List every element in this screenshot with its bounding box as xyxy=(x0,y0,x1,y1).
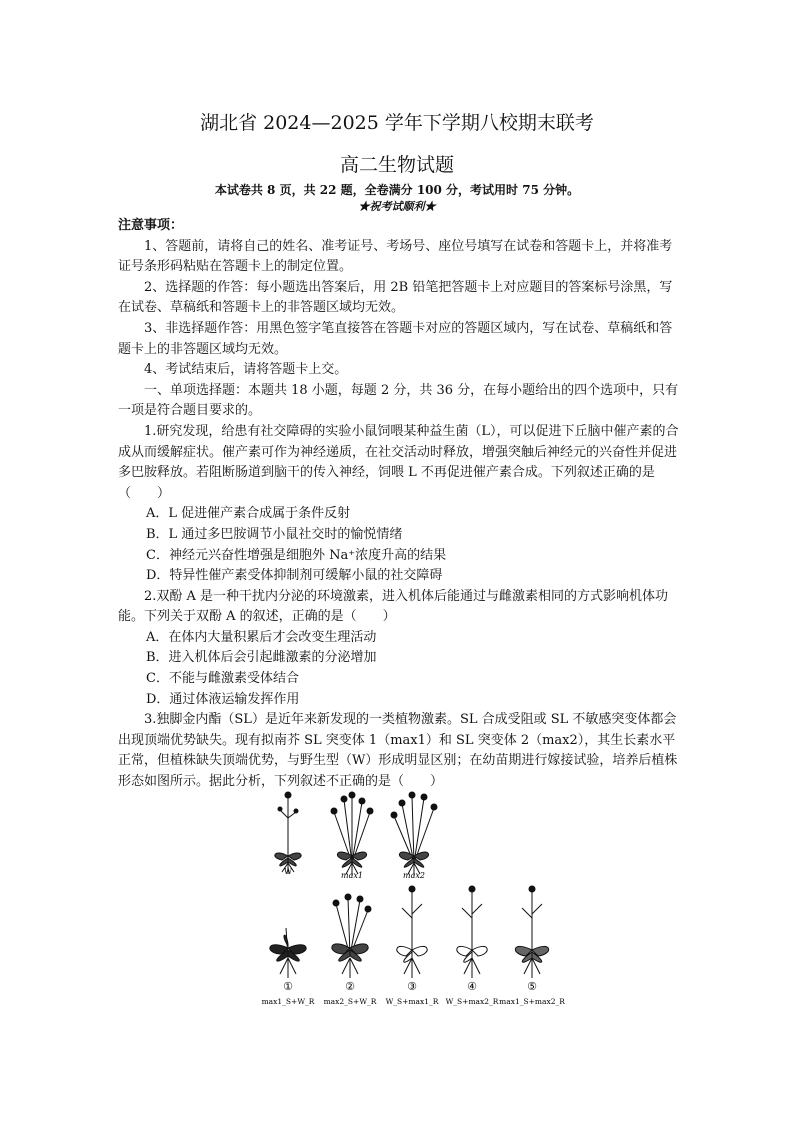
exam-info: 本试卷共 8 页，共 22 题，全卷满分 100 分，考试用时 75 分钟。 xyxy=(214,183,580,197)
graft-plant-3-illustration xyxy=(397,886,427,978)
notice-heading: 注意事项： xyxy=(118,218,184,233)
exam-title: 湖北省 2024—2025 学年下学期八校期末联考 xyxy=(200,112,594,134)
label-max2: max2 xyxy=(403,871,425,880)
question-option: B．进入机体后会引起雌激素的分泌增加 xyxy=(146,650,377,666)
graft-plant-4-illustration xyxy=(457,886,487,978)
graft-label: W_S+max2_R xyxy=(445,997,499,1006)
notice-item: 2、选择题的作答：每小题选出答案后，用 2B 铅笔把答题卡上对应题目的答案标号涂黑，写在试卷、草稿纸和答题卡上的非答题区域均无效。 xyxy=(118,279,673,316)
graft-plant-5-illustration xyxy=(515,886,548,978)
plant-max1-illustration xyxy=(331,792,373,876)
grafting-figure xyxy=(252,788,572,1010)
exam-subtitle: 高二生物试题 xyxy=(339,154,454,176)
graft-number: ② xyxy=(345,980,355,993)
graft-plant-1-illustration xyxy=(270,928,306,978)
graft-label: max1_S+W_R xyxy=(261,997,315,1006)
grafting-figure-svg xyxy=(252,788,572,1010)
graft-label: max2_S+W_R xyxy=(323,997,377,1006)
question-option: D．通过体液运输发挥作用 xyxy=(146,691,300,707)
exam-wish: ★祝考试顺利★ xyxy=(358,200,436,213)
graft-label: W_S+max1_R xyxy=(385,997,439,1006)
question-option: C．不能与雌激素受体结合 xyxy=(146,671,299,687)
notice-item: 4、考试结束后，请将答题卡上交。 xyxy=(144,362,348,378)
question-option: D．特异性催产素受体抑制剂可缓解小鼠的社交障碍 xyxy=(146,568,443,584)
graft-label: max1_S+max2_R xyxy=(499,997,565,1006)
question-stem: 2.双酚 A 是一种干扰内分泌的环境激素，进入机体后能通过与雌激素相同的方式影响机体功能。下列关于双酚 A 的叙述，正确的是（ ） xyxy=(118,588,669,625)
question-stem: 1.研究发现，给患有社交障碍的实验小鼠饲喂某种益生菌（L），可以促进下丘脑中催产素的合成从而缓解症状。催产素可作为神经递质，在社交活动时释放，增强突触后神经元的兴奋性并促进多巴胺释放。若阻断肠道到脑干的传入神经，饲喂 L 不再促进催产素合成。下列叙述正确的是（ ） xyxy=(118,423,679,501)
notice-item: 3、非选择题作答：用黑色签字笔直接答在答题卡对应的答题区域内，写在试卷、草稿纸和答题卡上的非答题区域均无效。 xyxy=(118,320,673,357)
notice-item: 1、答题前，请将自己的姓名、准考证号、考场号、座位号填写在试卷和答题卡上，并将准考证号条形码粘贴在答题卡上的制定位置。 xyxy=(118,238,673,275)
label-w: W xyxy=(283,867,293,876)
graft-number: ① xyxy=(283,980,293,993)
question-option: B．L 通过多巴胺调节小鼠社交时的愉悦情绪 xyxy=(146,526,403,542)
graft-plant-2-illustration xyxy=(332,894,371,978)
exam-body xyxy=(118,216,684,793)
plant-w-illustration xyxy=(275,792,301,874)
question-option: A．L 促进催产素合成属于条件反射 xyxy=(146,506,351,522)
section-heading: 一、单项选择题：本题共 18 小题，每题 2 分，共 36 分，在每小题给出的四个选项中，只有一项是符合题目要求的。 xyxy=(118,382,679,419)
graft-number: ④ xyxy=(467,980,477,993)
question-stem: 3.独脚金内酯（SL）是近年来新发现的一类植物激素。SL 合成受阻或 SL 不敏感突变体都会出现顶端优势缺失。现有拟南芥 SL 突变体 1（max1）和 SL 突变体 2（max2），其生长素水平正常，但植株缺失顶端优势，与野生型（W）形成明显区别；在幼苗期进行嫁接试验，培养后植株形态如图所示。据此分析，下列叙述不正确的是（ ） xyxy=(118,712,678,790)
question-option: C．神经元兴奋性增强是细胞外 Na⁺浓度升高的结果 xyxy=(146,547,447,563)
graft-number: ③ xyxy=(407,980,417,993)
question-option: A．在体内大量积累后才会改变生理活动 xyxy=(146,629,377,645)
graft-number: ⑤ xyxy=(527,980,537,993)
label-max1: max1 xyxy=(341,871,363,880)
plant-max2-illustration xyxy=(391,792,437,876)
